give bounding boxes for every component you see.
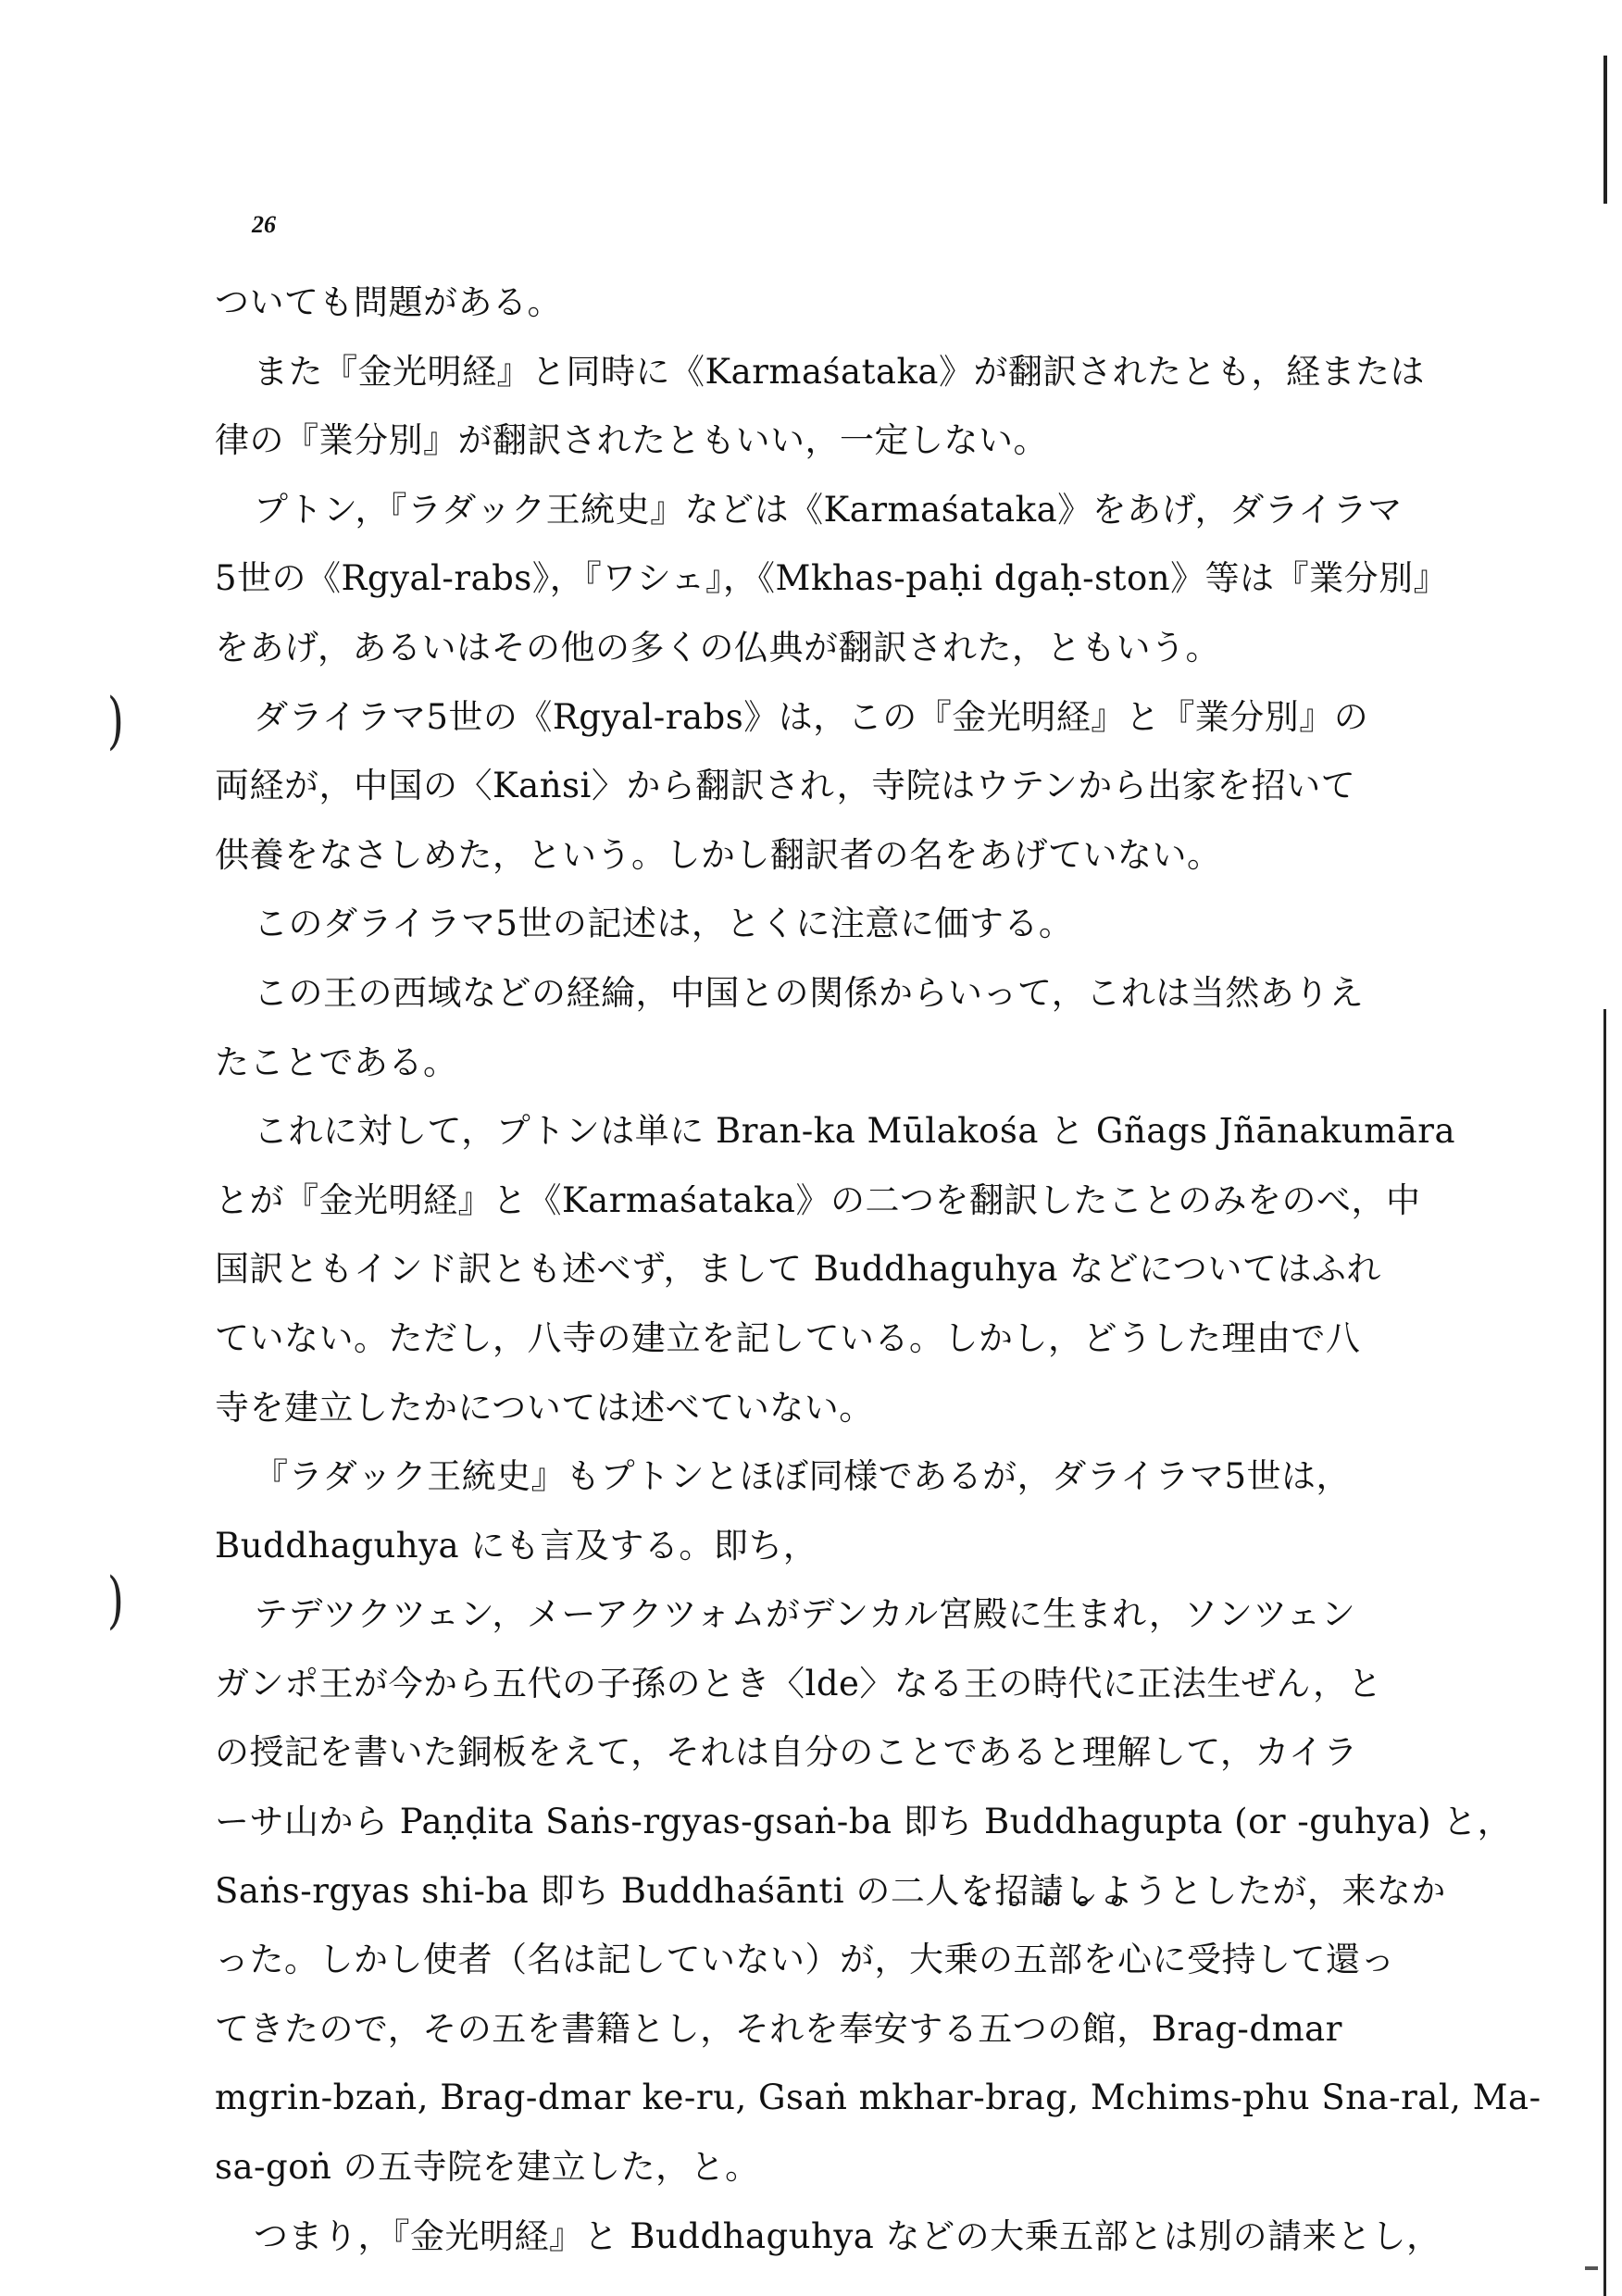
- emphasis-dot: [1078, 1896, 1088, 1906]
- text-line: ていない。ただし，八寺の建立を記している。しかし，どうした理由で八: [215, 1317, 1361, 1358]
- page-edge-line: [1603, 56, 1607, 204]
- text-line: てきたので，その五を書籍とし，それを奉安する五つの館，Brag-dmar: [215, 2008, 1342, 2049]
- text-line: テデツクツェン，メーアクツォムがデンカル宮殿に生まれ，ソンツェン: [254, 1594, 1356, 1635]
- text-line: Saṅs-rgyas shi-ba 即ち Buddhaśānti の二人を招請しようとしたが，来なか: [215, 1870, 1446, 1911]
- text-line: また『金光明経』と同時に《Karmaśataka》が翻訳されたとも，経または: [254, 351, 1425, 392]
- text-line: 供養をなさしめた，という。しかし翻訳者の名をあげていない。: [215, 834, 1222, 875]
- emphasis-dot: [1112, 1896, 1122, 1906]
- emphasis-dot: [975, 1896, 985, 1906]
- text-line: 5世の《Rgyal-rabs》，『ワシェ』，《Mkhas-paḥi dgaḥ-ston》等は『業分別』: [215, 558, 1449, 599]
- text-line: をあげ，あるいはその他の多くの仏典が翻訳された，ともいう。: [215, 627, 1221, 668]
- binding-mark-top: ): [106, 685, 124, 756]
- text-line: つまり，『金光明経』と Buddhaguhya などの大乗五部とは別の請来とし，: [254, 2215, 1441, 2256]
- text-line: たことである。: [215, 1042, 458, 1082]
- text-line: の授記を書いた銅板をえて，それは自分のことであると理解して，カイラ: [215, 1732, 1358, 1773]
- text-line: とが『金光明経』と《Karmaśataka》の二つを翻訳したことのみをのべ，中: [215, 1179, 1421, 1220]
- emphasis-dot: [1009, 1896, 1019, 1906]
- text-line: ーサ山から Paṇḍita Saṅs-rgyas-gsaṅ-ba 即ち Buddhagupta (or -guhya) と，: [215, 1802, 1513, 1842]
- emphasis-dots: [975, 1896, 1123, 1915]
- text-line: ついても問題がある。: [215, 282, 562, 322]
- page-edge-tick: [1585, 2266, 1598, 2270]
- body-text: [215, 268, 1541, 2271]
- text-line: この王の西域などの経綸，中国との関係からいって，これは当然ありえ: [254, 972, 1365, 1013]
- text-line: このダライラマ5世の記述は，とくに注意に価する。: [254, 904, 1074, 944]
- binding-mark-bottom: ): [106, 1565, 124, 1636]
- text-line: ダライラマ5世の《Rgyal-rabs》は，この『金光明経』と『業分別』の: [254, 696, 1369, 737]
- text-line: った。しかし使者（名は記していない）が，大乗の五部を心に受持して還っ: [215, 1940, 1395, 1980]
- page-edge-line: [1603, 1009, 1606, 2296]
- text-line: mgrin-bzaṅ, Brag-dmar ke-ru, Gsaṅ mkhar-brag, Mchims-phu Sna-ral, Ma-: [215, 2078, 1541, 2118]
- text-line: 両経が，中国の〈Kaṅsi〉から翻訳され，寺院はウテンから出家を招いて: [215, 766, 1356, 806]
- text-line: 寺を建立したかについては述べていない。: [215, 1387, 874, 1428]
- text-line: 律の『業分別』が翻訳されたともいい，一定しない。: [215, 420, 1048, 461]
- text-line: これに対して，プトンは単に Bran-ka Mūlakośa と Gñags Jñānakumāra: [254, 1111, 1456, 1152]
- text-line: Buddhaguhya にも言及する。即ち，: [215, 1525, 818, 1566]
- text-line: 国訳ともインド訳とも述べず，まして Buddhaguhya などについてはふれ: [215, 1249, 1381, 1290]
- text-line: プトン，『ラダック王統史』などは《Karmaśataka》をあげ，ダライラマ: [254, 489, 1403, 530]
- text-line: 『ラダック王統史』もプトンとほぼ同様であるが，ダライラマ5世は，: [254, 1456, 1352, 1497]
- text-line: sa-goṅ の五寺院を建立した，と。: [215, 2147, 760, 2188]
- page-number: 26: [252, 211, 276, 238]
- emphasis-dot: [1043, 1896, 1054, 1906]
- text-line: ガンポ王が今から五代の子孫のとき〈lde〉なる王の時代に正法生ぜん，と: [215, 1663, 1383, 1703]
